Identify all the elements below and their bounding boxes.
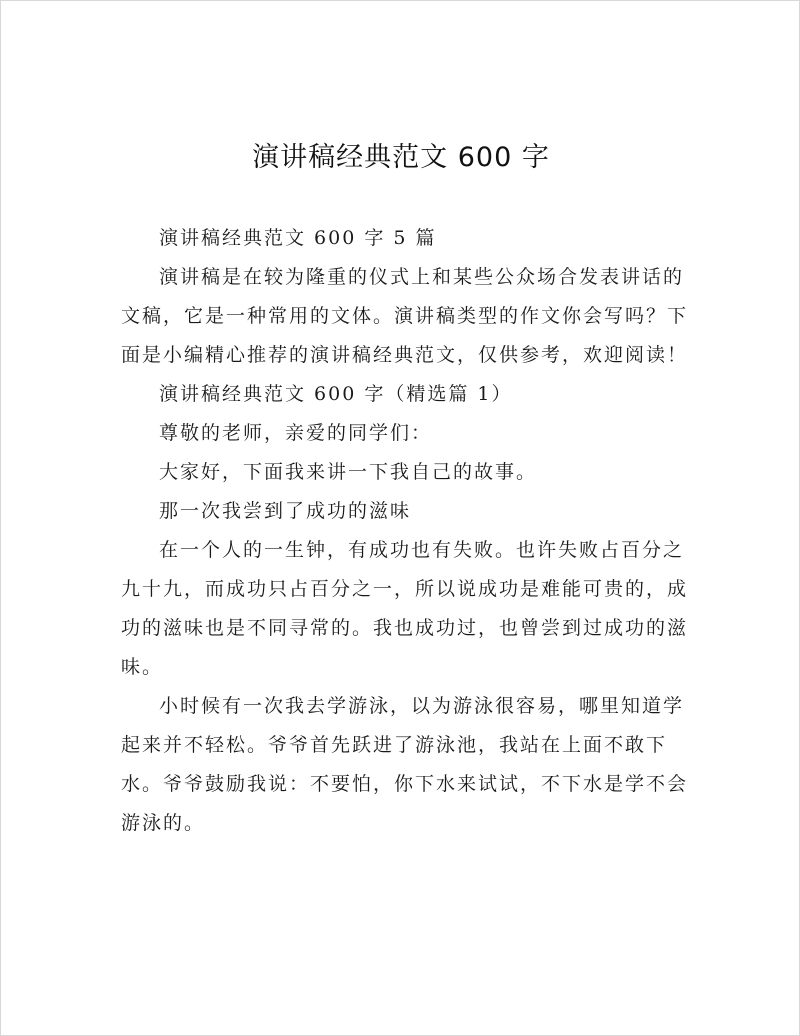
intro-paragraph: 演讲稿是在较为隆重的仪式上和某些公众场合发表讲话的文稿，它是一种常用的文体。演讲稿类型的作文你会写吗？下面是小编精心推荐的演讲稿经典范文，仅供参考，欢迎阅读！ (121, 266, 689, 366)
section-heading: 演讲稿经典范文 600 字（精选篇 1） (159, 383, 513, 405)
document-body (121, 219, 691, 843)
story-title-paragraph: 那一次我尝到了成功的滋味 (159, 500, 412, 522)
body-paragraph: 小时候有一次我去学游泳，以为游泳很容易，哪里知道学起来并不轻松。爷爷首先跃进了游泳池，我站在上面不敢下水。爷爷鼓励我说：不要怕，你下水来试试，不下水是学不会游泳的。 (121, 695, 689, 834)
subtitle-paragraph: 演讲稿经典范文 600 字 5 篇 (159, 227, 437, 249)
body-paragraph: 在一个人的一生钟，有成功也有失败。也许失败占百分之九十九，而成功只占百分之一，所以说成功是难能可贵的，成功的滋味也是不同寻常的。我也成功过，也曾尝到过成功的滋味。 (121, 539, 689, 678)
document-title: 演讲稿经典范文 600 字 (252, 142, 550, 173)
greeting-paragraph: 大家好，下面我来讲一下我自己的故事。 (159, 461, 538, 483)
salutation-paragraph: 尊敬的老师，亲爱的同学们： (159, 422, 433, 444)
